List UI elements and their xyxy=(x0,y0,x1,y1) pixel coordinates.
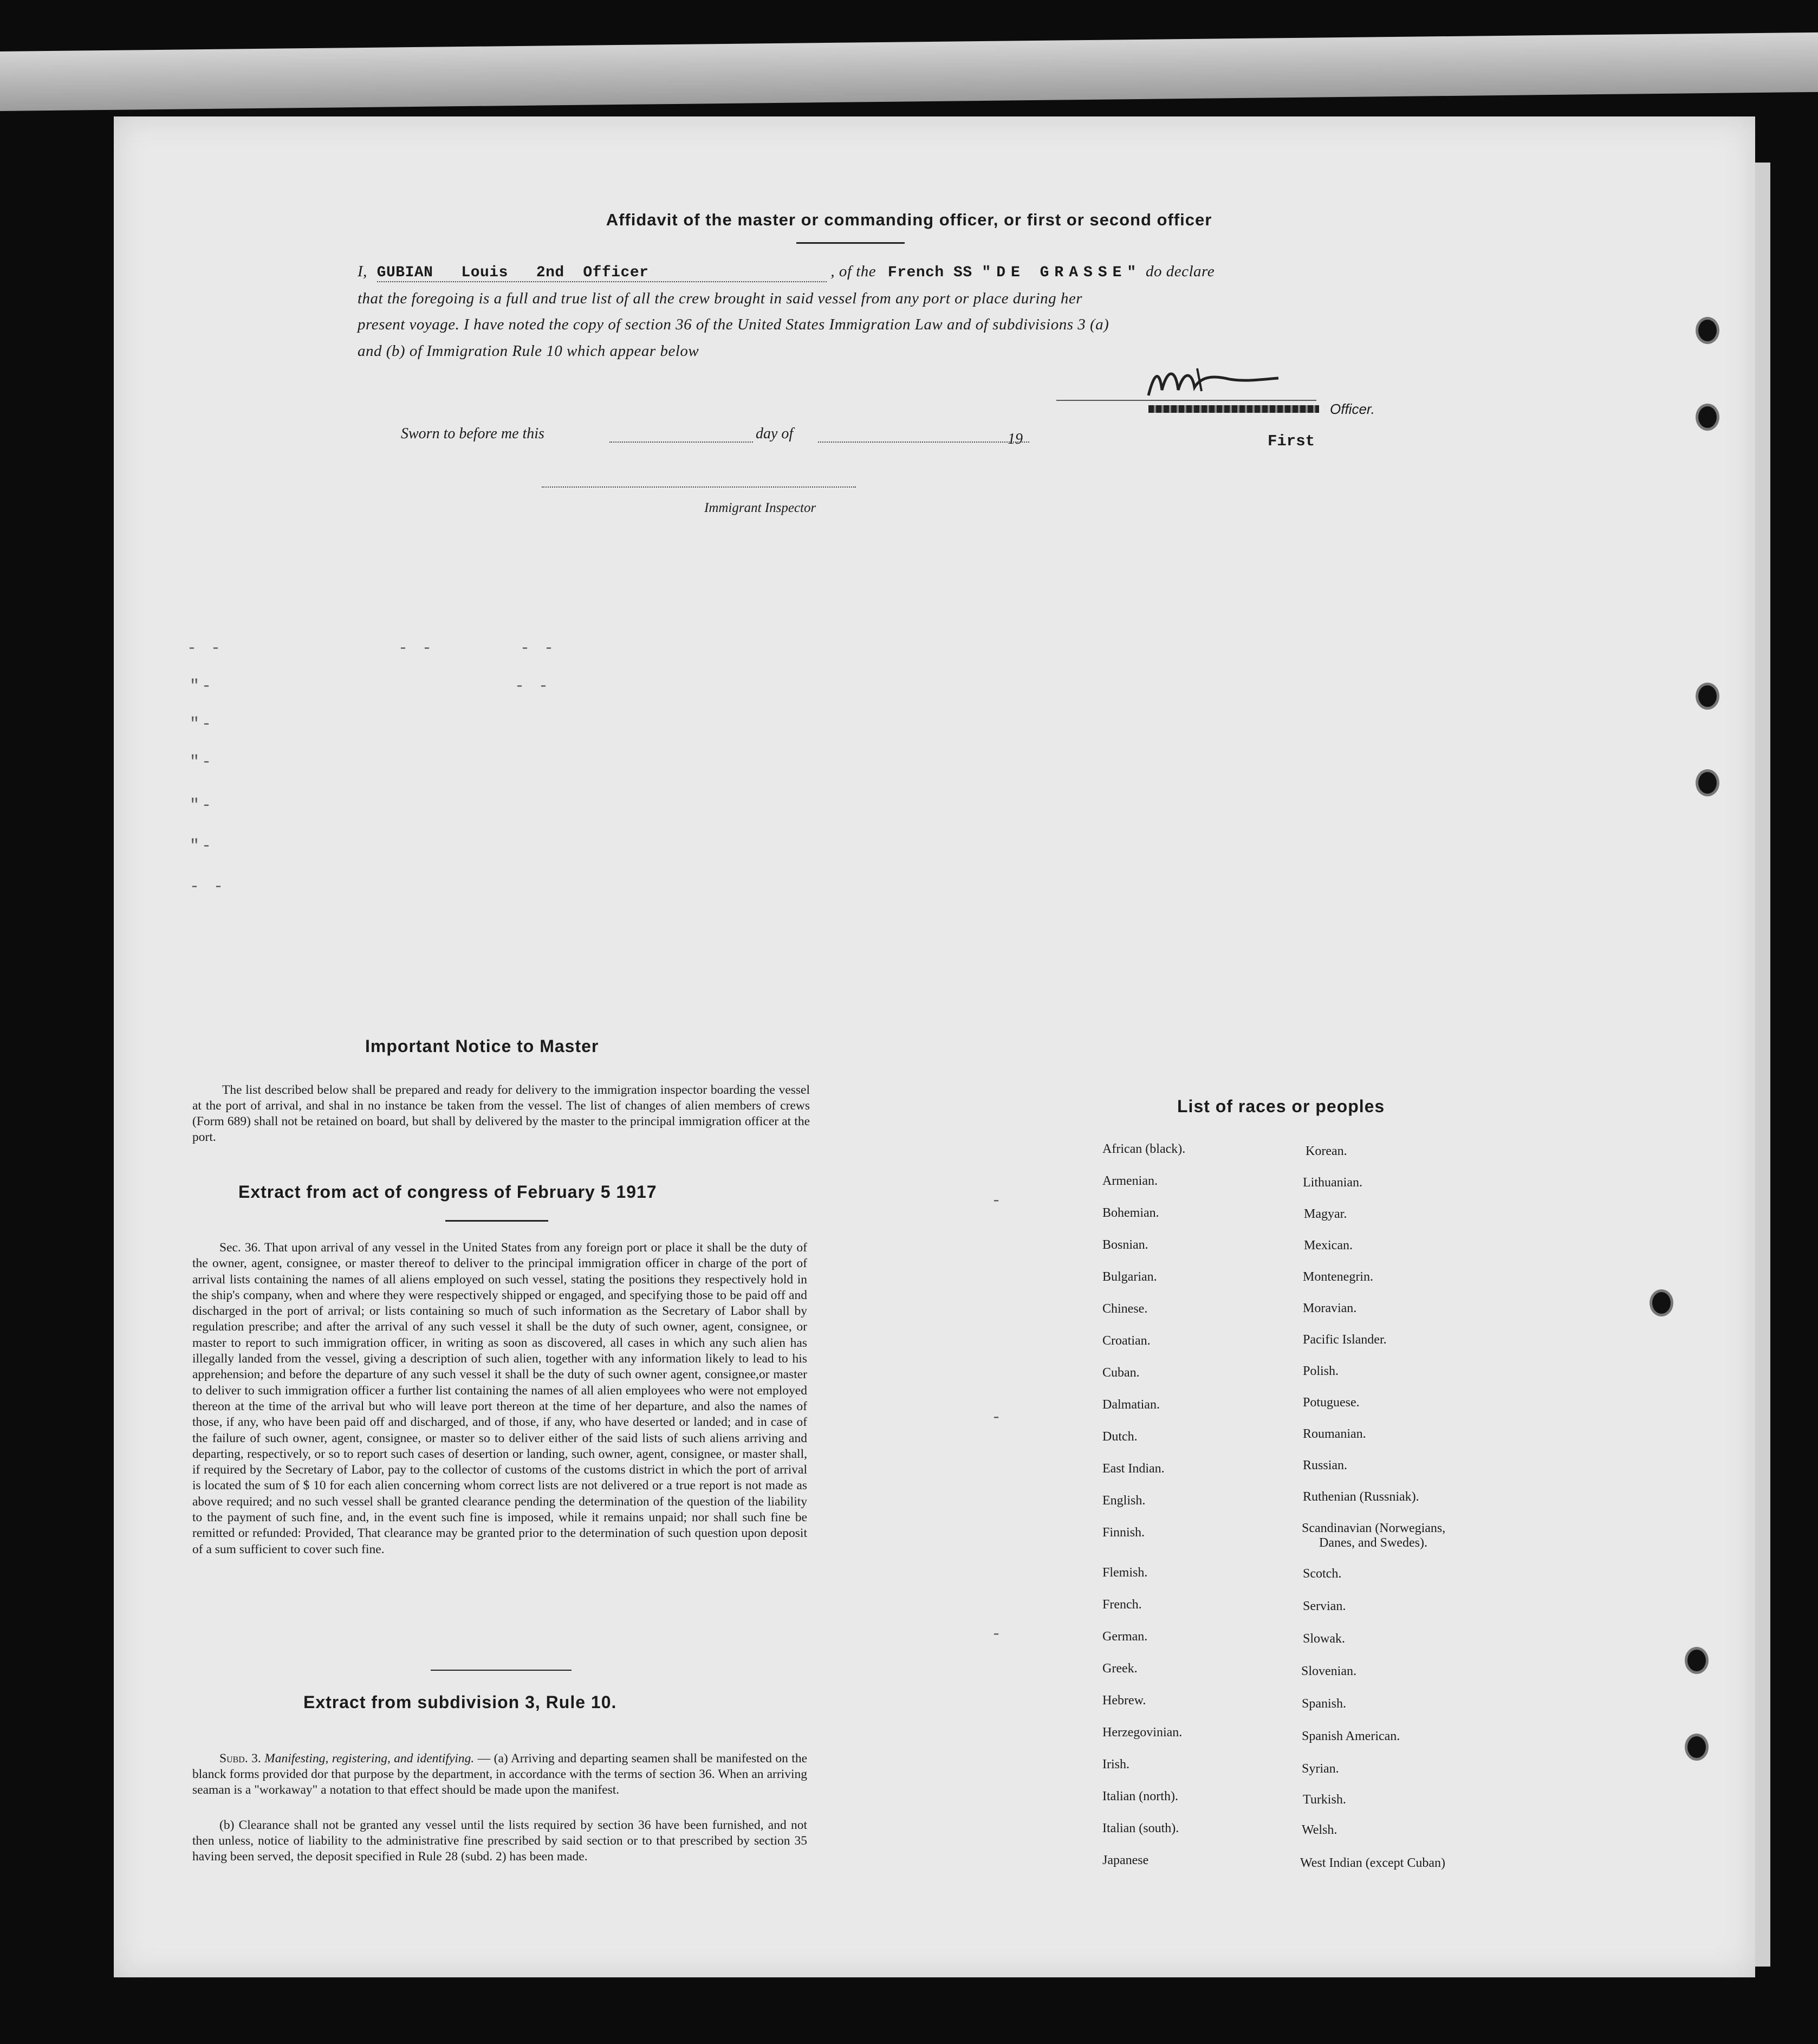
race-item: Slowak. xyxy=(1303,1632,1345,1646)
affidavit-line-2: that the foregoing is a full and true list of all the crew brought in said vessel from any port or place during her xyxy=(358,290,1082,307)
race-item: Moravian. xyxy=(1303,1301,1357,1315)
notice-heading: Important Notice to Master xyxy=(365,1036,599,1056)
race-item: Slovenian. xyxy=(1301,1664,1356,1678)
affidavit-prefix: I, xyxy=(358,263,367,280)
sworn-day-label: day of xyxy=(756,425,794,442)
affidavit-line-1 xyxy=(358,263,1387,282)
race-item: Magyar. xyxy=(1304,1207,1347,1221)
sworn-year: 19 xyxy=(1008,431,1023,447)
officer-rank: First xyxy=(1268,432,1315,450)
race-item: Mexican. xyxy=(1304,1238,1353,1253)
subdivision-3b-text: (b) Clearance shall not be granted any vessel until the lists required by section 36 have been furnished, and not then unless, notice of liability to the administrative fine prescribed by said section or to that prescribed by section 35 having been served, the deposit specified in Rule 28 (subd. 2) has been made. xyxy=(192,1818,807,1864)
race-item: Pacific Islander. xyxy=(1303,1333,1387,1347)
heading-rule xyxy=(445,1220,548,1222)
race-item: Herzegovinian. xyxy=(1102,1725,1183,1740)
affidavit-middle: , of the xyxy=(830,263,876,280)
officer-label: Officer. xyxy=(1330,401,1375,417)
race-item: Dutch. xyxy=(1102,1430,1138,1444)
notice-text: The list described below shall be prepared and ready for delivery to the immigration inspector boarding the vessel at the port of arrival, and shal in no instance be taken from the vessel. The list of changes of alien members of crews (Form 689) shall not be retained on board, but shall by delivered by the master to the principal immigration officer at the port. xyxy=(192,1083,810,1144)
race-item: Spanish American. xyxy=(1302,1729,1400,1743)
affidavit-line-3: present voyage. I have noted the copy of section 36 of the United States Immigration Law and of subdivisions 3 (a) xyxy=(358,316,1109,333)
race-item: Japanese xyxy=(1102,1853,1149,1867)
race-item: Greek. xyxy=(1102,1662,1138,1676)
race-item: Scotch. xyxy=(1303,1567,1342,1581)
race-item: Flemish. xyxy=(1102,1566,1148,1580)
race-item: English. xyxy=(1102,1494,1146,1508)
race-item: Hebrew. xyxy=(1102,1693,1146,1708)
race-item: Scandinavian (Norwegians, xyxy=(1302,1521,1446,1535)
race-item: Dalmatian. xyxy=(1102,1398,1160,1412)
race-item: Lithuanian. xyxy=(1303,1176,1362,1190)
affidavit-suffix: do declare xyxy=(1146,263,1215,280)
stacked-page-edge xyxy=(1755,163,1770,1967)
binder-hole xyxy=(1685,1734,1709,1761)
race-item: German. xyxy=(1102,1630,1148,1644)
race-item: Bohemian. xyxy=(1102,1206,1159,1220)
subdivision-3a-text xyxy=(192,1751,807,1798)
affidavit-heading: Affidavit of the master or commanding officer, or first or second officer xyxy=(606,210,1212,229)
race-item: Chinese. xyxy=(1102,1302,1148,1316)
sworn-date-line xyxy=(609,442,753,443)
race-item: East Indian. xyxy=(1102,1462,1165,1476)
race-item: Russian. xyxy=(1303,1458,1348,1472)
race-item: Spanish. xyxy=(1302,1697,1347,1711)
race-item: Servian. xyxy=(1303,1599,1346,1613)
race-item: Syrian. xyxy=(1302,1762,1339,1776)
race-item: Italian (north). xyxy=(1102,1789,1178,1803)
race-item: Turkish. xyxy=(1303,1793,1346,1807)
sworn-prefix: Sworn to before me this xyxy=(401,425,544,442)
vessel-name: "DE GRASSE" xyxy=(982,264,1142,281)
race-item: Danes, and Swedes). xyxy=(1319,1536,1427,1550)
races-heading: List of races or peoples xyxy=(1177,1096,1385,1116)
race-item: Korean. xyxy=(1306,1144,1347,1158)
race-item: Ruthenian (Russniak). xyxy=(1303,1490,1419,1504)
race-item: Armenian. xyxy=(1102,1174,1158,1188)
race-item: French. xyxy=(1102,1598,1142,1612)
heading-rule xyxy=(796,242,905,244)
race-item: Irish. xyxy=(1102,1757,1129,1772)
struck-out-text xyxy=(1148,405,1319,413)
race-item: Welsh. xyxy=(1302,1823,1337,1837)
binder-hole xyxy=(1696,317,1719,344)
rule-extract-heading: Extract from subdivision 3, Rule 10. xyxy=(303,1692,617,1712)
vessel-nationality: French SS xyxy=(887,264,972,281)
subd-para-a: — (a) Arriving and departing seamen shall be manifested on the blanck forms provided dor that purpose by the department, in accordance with the terms of section 36. When an arriving seaman is a "workaway" a notation to that effect should be made upon the manifest. xyxy=(192,1751,808,1797)
race-item: West Indian (except Cuban) xyxy=(1300,1856,1445,1870)
race-item: Bosnian. xyxy=(1102,1238,1148,1252)
race-item: Bulgarian. xyxy=(1102,1270,1157,1284)
sworn-month-line xyxy=(818,442,1029,443)
binder-hole xyxy=(1696,769,1719,796)
inspector-label: Immigrant Inspector xyxy=(704,501,816,515)
officer-name-field: GUBIAN Louis 2nd Officer xyxy=(377,264,827,282)
inspector-signature-line xyxy=(542,486,856,488)
race-item: African (black). xyxy=(1102,1142,1186,1156)
race-item: Potuguese. xyxy=(1303,1396,1360,1410)
race-item: Montenegrin. xyxy=(1303,1270,1373,1284)
underlying-page-edge xyxy=(0,33,1818,111)
race-item: Italian (south). xyxy=(1102,1821,1179,1835)
affidavit-line-4: and (b) of Immigration Rule 10 which appear below xyxy=(358,342,699,360)
binder-hole xyxy=(1696,404,1719,431)
binder-hole xyxy=(1696,683,1719,710)
race-item: Croatian. xyxy=(1102,1334,1151,1348)
signature-line xyxy=(1056,400,1316,401)
section-divider xyxy=(431,1670,572,1671)
race-item: Roumanian. xyxy=(1303,1427,1366,1441)
binder-hole xyxy=(1650,1289,1673,1316)
race-item: Polish. xyxy=(1303,1364,1339,1378)
section-36-text: Sec. 36. That upon arrival of any vessel in the United States from any foreign port or place it shall be the duty of the owner, agent, consignee, or master thereof to deliver to the principal immigration officer in charge of the port of arrival lists containing the names of all aliens employed on such vessel, stating the positions they respectively hold in the ship's company, when and where they were respectively shipped or engaged, and specifying those to be paid off and discharged in the port of arrival; or lists containing so much of such information as the Secretary of Labor shall by regulation prescribe; and after the arrival of any such vessel it shall be the duty of such owner, agent, consignee, or master to report to such immigration officer, in writing as soon as discovered, all cases in which any such alien has illegally landed from the vessel, giving a description of such alien, together with any information likely to lead to his apprehension; and before the departure of any such vessel it shall be the duty of such owner agent, consignee,or master to deliver to such immigration officer a further list containing the names of all alien employees who were not employed thereon at the time of the arrival but who will leave port thereon at the time of her departure, and also the names of those, if any, who have been paid off and discharged, and of those, if any, who have deserted or landed; and in case of the failure of such owner, agent, consignee, or master so to deliver either of the said lists of such aliens arriving and departing, respectively, or so to report such cases of desertion or landing, such owner, agent, consignee, or master shall, if required by the Secretary of Labor, pay to the collector of customs of the customs district in which the port of arrival is located the sum of $ 10 for each alien concerning whom correct lists are not delivered or a true report is not made as above required; and no such vessel shall be granted clearance pending the determination of the question of the liability to the payment of such fine, and, in the event such fine is imposed, while it remains unpaid; nor shall such fine be remitted or refunded: Provided, That clearance may be granted prior to the determination of such question upon deposit of a sum sufficient to cover such fine. xyxy=(192,1241,807,1556)
subd-label: Subd. 3. xyxy=(219,1751,261,1766)
officer-signature xyxy=(1138,358,1311,406)
subd-title: Manifesting, registering, and identifying. xyxy=(264,1751,475,1766)
race-item: Finnish. xyxy=(1102,1526,1145,1540)
act-extract-heading: Extract from act of congress of February 5 1917 xyxy=(238,1182,657,1202)
binder-hole xyxy=(1685,1647,1709,1674)
race-item: Cuban. xyxy=(1102,1366,1140,1380)
